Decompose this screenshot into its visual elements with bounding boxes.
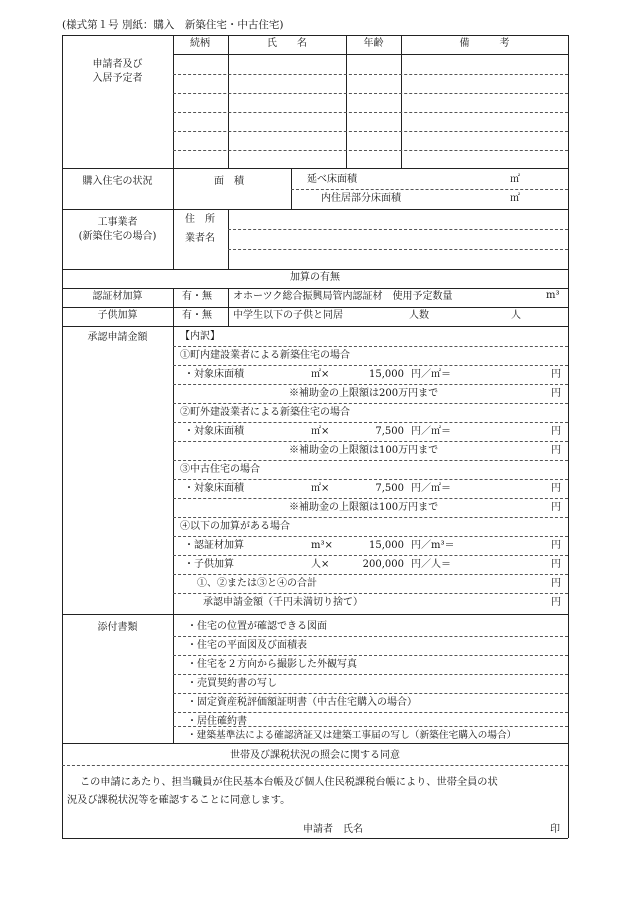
attachments-label: 添付書類 [97,622,138,633]
certified-material-label: 認証材加算 [92,291,143,302]
row-line [173,555,568,556]
attachment-item: ・建築基準法による確認済証又は建築工事届の写し（新築住宅購入の場合） [187,730,517,741]
col-divider [346,35,347,168]
row-line [173,403,568,404]
yen-unit: 円 [551,578,561,589]
attachment-item: ・売買契約書の写し [187,678,277,689]
consent-text-line: 況及び課税状況等を確認することに同意します。 [67,795,291,806]
row-line [228,249,568,250]
case4-title: ④以下の加算がある場合 [180,521,290,532]
row-line [173,655,568,656]
col-divider [228,209,229,269]
yen-unit: 円 [551,445,561,456]
col-header-relation: 続柄 [190,38,210,49]
row-line [173,441,568,442]
case3-unit: ㎡× [311,483,330,494]
attachment-item: ・居住確約書 [187,716,247,727]
applicant-row-line [173,131,568,132]
col-divider [228,35,229,168]
case1-per: 円／㎡＝ [411,369,451,380]
row-line [173,422,568,423]
yen-unit: 円 [551,426,561,437]
case4-cert-rate: 15,000 [369,540,404,551]
consent-text-line: この申請にあたり、担当職員が住民基本台帳及び個人住民税課税台帳により、世帯全員の状 [80,777,498,788]
child-addition-label: 子供加算 [97,310,138,321]
row-line [173,460,568,461]
row-line [173,712,568,713]
approval-label: 承認申請金額 [87,332,148,343]
row-line [173,479,568,480]
row-line [173,536,568,537]
case4-child-label: ・子供加算 [184,559,234,570]
case1-cap-note: ※補助金の上限額は200万円まで [289,388,439,399]
case1-area-label: ・対象床面積 [184,369,244,380]
area-unit: ㎡ [510,174,520,185]
case2-per: 円／㎡＝ [411,426,451,437]
certified-unit: m³ [546,290,560,301]
yen-unit: 円 [551,388,561,399]
attachment-item: ・住宅の平面図及び面積表 [187,640,307,651]
case1-title: ①町内建設業者による新築住宅の場合 [180,350,350,361]
table-border-left [62,35,63,838]
form-title: (様式第１号 別紙：購入 新築住宅・中古住宅) [62,19,284,31]
child-choice: 有・無 [182,310,212,321]
applicant-row-line [173,74,568,75]
case4-cert-per: 円／m³＝ [411,540,455,551]
table-border-bottom [62,838,568,839]
section-divider [62,614,568,615]
case4-cert-unit: m³× [311,540,333,551]
residential-floor-area-label: 内住居部分床面積 [321,193,401,204]
row-line [173,365,568,366]
case3-rate: 7,500 [375,483,404,494]
total-label: ①、②または③と④の合計 [197,578,317,589]
breakdown-label: 【内訳】 [180,331,220,342]
child-desc: 中学生以下の子供と同居 [233,310,343,321]
signer-label: 申請者 氏名 [303,824,363,835]
row-line [62,765,568,766]
row-line [173,384,568,385]
case3-title: ③中古住宅の場合 [180,464,260,475]
section-divider [62,326,568,327]
case2-title: ②町外建設業者による新築住宅の場合 [180,407,350,418]
final-amount-label: 承認申請金額（千円未満切り捨て） [203,597,363,608]
housing-status-label: 購入住宅の状況 [82,176,153,187]
child-unit: 人 [511,310,521,321]
case2-area-label: ・対象床面積 [184,426,244,437]
applicant-row-line [173,112,568,113]
area-unit: ㎡ [510,193,520,204]
case3-area-label: ・対象床面積 [184,483,244,494]
certified-desc: オホーツク総合振興局管内認証材 使用予定数量 [233,291,453,302]
row-line [173,498,568,499]
attachment-item: ・住宅の位置が確認できる図面 [187,621,327,632]
applicant-label: 申請者及び [92,59,143,70]
contractor-label: (新築住宅の場合) [78,231,157,242]
section-divider [62,269,568,270]
applicant-label: 入居予定者 [92,73,143,84]
table-border-top [62,35,568,36]
row-line [173,593,568,594]
case4-child-unit: 人× [311,559,330,570]
attachment-item: ・固定資産税評価額証明書（中古住宅購入の場合） [187,697,417,708]
case2-cap-note: ※補助金の上限額は100万円まで [289,445,439,456]
contractor-label: 工事業者 [97,217,138,228]
col-divider-label [173,35,174,269]
case1-unit: ㎡× [311,369,330,380]
row-line [291,189,568,190]
row-line [173,517,568,518]
yen-unit: 円 [551,502,561,513]
col-header-name: 氏 名 [267,38,307,49]
row-line [173,636,568,637]
case4-cert-label: ・認証材加算 [184,540,244,551]
case1-rate: 15,000 [369,369,404,380]
row-line [173,674,568,675]
section-divider [62,288,568,289]
yen-unit: 円 [551,483,561,494]
child-count-label: 人数 [409,310,429,321]
yen-unit: 円 [551,597,561,608]
case2-unit: ㎡× [311,426,330,437]
row-line [173,574,568,575]
yen-unit: 円 [551,540,561,551]
seal-mark: 印 [550,824,560,835]
company-label: 業者名 [185,233,215,244]
yen-unit: 円 [551,369,561,380]
applicant-row-line [173,93,568,94]
section-divider [62,209,568,210]
row-divider [62,307,568,308]
row-line [173,693,568,694]
table-border-right [568,35,569,838]
total-floor-area-label: 延べ床面積 [307,174,357,185]
case2-rate: 7,500 [375,426,404,437]
yen-unit: 円 [551,559,561,570]
col-header-note: 備 考 [459,38,510,49]
row-line [228,229,568,230]
section-divider [62,168,568,169]
certified-choice: 有・無 [182,291,212,302]
case4-child-per: 円／人＝ [411,559,451,570]
case3-per: 円／㎡＝ [411,483,451,494]
consent-title: 世帯及び課税状況の照会に関する同意 [230,750,400,761]
case3-cap-note: ※補助金の上限額は100万円まで [289,502,439,513]
address-label: 住 所 [185,214,215,225]
col-header-age: 年齢 [363,38,384,49]
applicant-row-line [173,150,568,151]
additions-header: 加算の有無 [290,272,340,283]
col-divider [401,35,402,168]
row-line [173,346,568,347]
row-line [173,726,568,727]
section-divider [62,743,568,744]
case4-child-rate: 200,000 [362,559,404,570]
header-row-divider [173,54,568,55]
area-label: 面 積 [214,176,244,187]
attachment-item: ・住宅を２方向から撮影した外観写真 [187,659,357,670]
